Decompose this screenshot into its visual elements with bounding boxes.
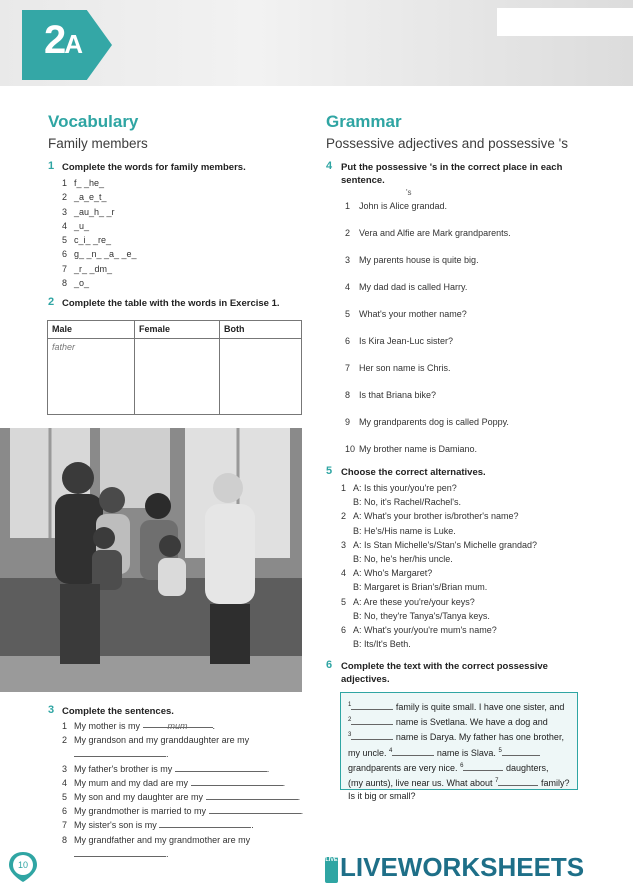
answer-blank-1[interactable] (351, 701, 393, 710)
answer-line[interactable] (175, 763, 267, 772)
ex2-title: Complete the table with the words in Exercise 1. (62, 298, 280, 309)
answer-blank-5[interactable] (502, 747, 540, 756)
vocabulary-subtitle: Family members (48, 136, 148, 151)
list-item-continued: . (62, 847, 307, 861)
answer-line[interactable] (159, 819, 251, 828)
family-photo (0, 428, 302, 692)
list-item[interactable]: 6 My grandmother is married to my . (62, 806, 304, 817)
ex1-number: 1 (48, 160, 55, 172)
ex1-title: Complete the words for family members. (62, 162, 246, 173)
text-line: $^2$ name is Svetlana. We have a dog and (348, 717, 548, 728)
ex5-number: 5 (326, 465, 333, 477)
answer-blank-2[interactable] (351, 716, 393, 725)
header-blank-box (497, 8, 633, 36)
list-item[interactable]: 8 My grandfather and my grandmother are my (62, 834, 251, 845)
list-item[interactable]: 8 Is that Briana bike? (345, 390, 437, 400)
list-item[interactable]: 2 _a_e_t_ (62, 192, 107, 203)
list-item-response[interactable]: B: Its/It's Beth. (353, 639, 411, 650)
table-header-both: Both (220, 321, 302, 339)
list-item[interactable]: 6 Is Kira Jean-Luc sister? (345, 336, 454, 346)
ex3-list (62, 719, 307, 861)
text-line: $^3$ name is Darya. My father has one brother, (348, 732, 564, 743)
table-cell-female[interactable] (135, 339, 220, 415)
answer-line[interactable] (191, 777, 283, 786)
example-mark: 's (406, 188, 412, 197)
family-photo-illustration (0, 428, 302, 692)
answer-line[interactable] (209, 805, 301, 814)
list-item[interactable]: 1 John is Alice grandad. (345, 201, 448, 211)
list-item[interactable]: 8 _o_ (62, 278, 90, 289)
list-item[interactable]: 7 _r_ _dm_ (62, 263, 113, 274)
list-item-response[interactable]: B: No, it's Rachel/Rachel's. (353, 497, 461, 508)
ex5-title: Choose the correct alternatives. (341, 467, 486, 478)
list-item-response[interactable]: B: No, they're Tanya's/Tanya keys. (353, 610, 490, 621)
list-item[interactable]: 7 My sister's son is my . (62, 820, 254, 831)
table-cell-male[interactable]: father (48, 339, 135, 415)
liveworksheets-logo[interactable]: LIVEWORKSHEETS (340, 852, 585, 882)
list-item[interactable]: 4 _u_ (62, 220, 90, 231)
text-line: (my aunts), live near us. What about $^7$ family? (348, 778, 570, 789)
text-line: my uncle. $^4$ name is Slava. $^5$ (348, 745, 573, 760)
ex4-title: Put the possessive 's in the correct place in each sentence. (341, 162, 563, 186)
ex4-list (345, 201, 585, 464)
ex6-title: Complete the text with the correct possessive adjectives. (341, 661, 548, 685)
table-header-female: Female (135, 321, 220, 339)
list-item[interactable]: 1 f_ _he_ (62, 178, 105, 188)
text-line: $^1$ family is quite small. I have one sister, and (348, 702, 565, 712)
table-header-male: Male (48, 321, 135, 339)
list-item[interactable]: 1 A: Is this your/you're pen? (341, 483, 457, 493)
text-line: grandparents are very nice. $^6$ daughters, (348, 762, 549, 773)
list-item[interactable]: 3 My parents house is quite big. (345, 255, 479, 265)
ex6-text-box (340, 692, 578, 802)
list-item[interactable]: 7 Her son name is Chris. (345, 363, 451, 373)
list-item[interactable]: 6 A: What's your/you're mum's name? (341, 625, 497, 636)
list-item[interactable]: 4 My dad dad is called Harry. (345, 282, 468, 292)
list-item[interactable]: 5 c_i_ _re_ (62, 235, 112, 246)
list-item-response[interactable]: B: Margaret is Brian's/Brian mum. (353, 582, 488, 593)
ex5-list (341, 481, 586, 651)
answer-line[interactable] (74, 748, 166, 757)
list-item[interactable]: 10 My brother name is Damiano. (345, 444, 478, 454)
list-item[interactable]: 9 My grandparents dog is called Poppy. (345, 417, 509, 427)
ex4-number: 4 (326, 160, 333, 172)
ex3-title: Complete the sentences. (62, 706, 174, 717)
list-item-continued: . (62, 747, 307, 761)
answer-blank-6[interactable] (463, 762, 503, 771)
list-item[interactable]: 4 A: Who's Margaret? (341, 568, 433, 579)
ex1-list (62, 176, 137, 290)
list-item[interactable]: 5 What's your mother name? (345, 309, 467, 319)
list-item[interactable]: 3 My father's brother is my . (62, 763, 270, 774)
answer-blank-7[interactable] (498, 777, 538, 786)
list-item[interactable]: 6 g_ _n_ _a_ _e_ (62, 249, 137, 260)
page-number: 10 (17, 860, 28, 870)
ex6-number: 6 (326, 659, 333, 671)
answer-blank-3[interactable] (351, 731, 393, 740)
grammar-title: Grammar (326, 112, 402, 131)
list-item[interactable]: 5 A: Are these you're/your keys? (341, 596, 475, 607)
vocabulary-title: Vocabulary (48, 112, 139, 131)
unit-number: 2A (44, 18, 82, 62)
table-cell-both[interactable] (220, 339, 302, 415)
family-table (47, 320, 302, 415)
list-item[interactable]: 2 My grandson and my granddaughter are my (62, 735, 250, 746)
list-item-response[interactable]: B: No, he's her/his uncle. (353, 554, 453, 565)
list-item[interactable]: 2 A: What's your brother is/brother's name? (341, 511, 519, 522)
answer-line[interactable] (206, 791, 298, 800)
list-item-response[interactable]: B: He's/His name is Luke. (353, 525, 456, 536)
list-item[interactable]: 2 Vera and Alfie are Mark grandparents. (345, 228, 511, 238)
list-item[interactable]: 4 My mum and my dad are my . (62, 777, 286, 788)
answer-line[interactable]: mum (143, 719, 213, 728)
ex2-number: 2 (48, 296, 55, 308)
answer-blank-4[interactable] (392, 747, 434, 756)
list-item[interactable]: 5 My son and my daughter are my . (62, 792, 301, 803)
list-item[interactable]: 3 _au_h_ _r (62, 206, 115, 217)
liveworksheets-logo-badge: LIVE (325, 857, 338, 883)
list-item[interactable]: 3 A: Is Stan Michelle's/Stan's Michelle grandad? (341, 539, 538, 550)
text-line: Is it big or small? (348, 791, 416, 802)
list-item[interactable]: 1 My mother is my mum . (62, 721, 216, 731)
grammar-subtitle: Possessive adjectives and possessive 's (326, 136, 568, 151)
ex3-number: 3 (48, 704, 55, 716)
answer-line[interactable] (74, 848, 166, 857)
